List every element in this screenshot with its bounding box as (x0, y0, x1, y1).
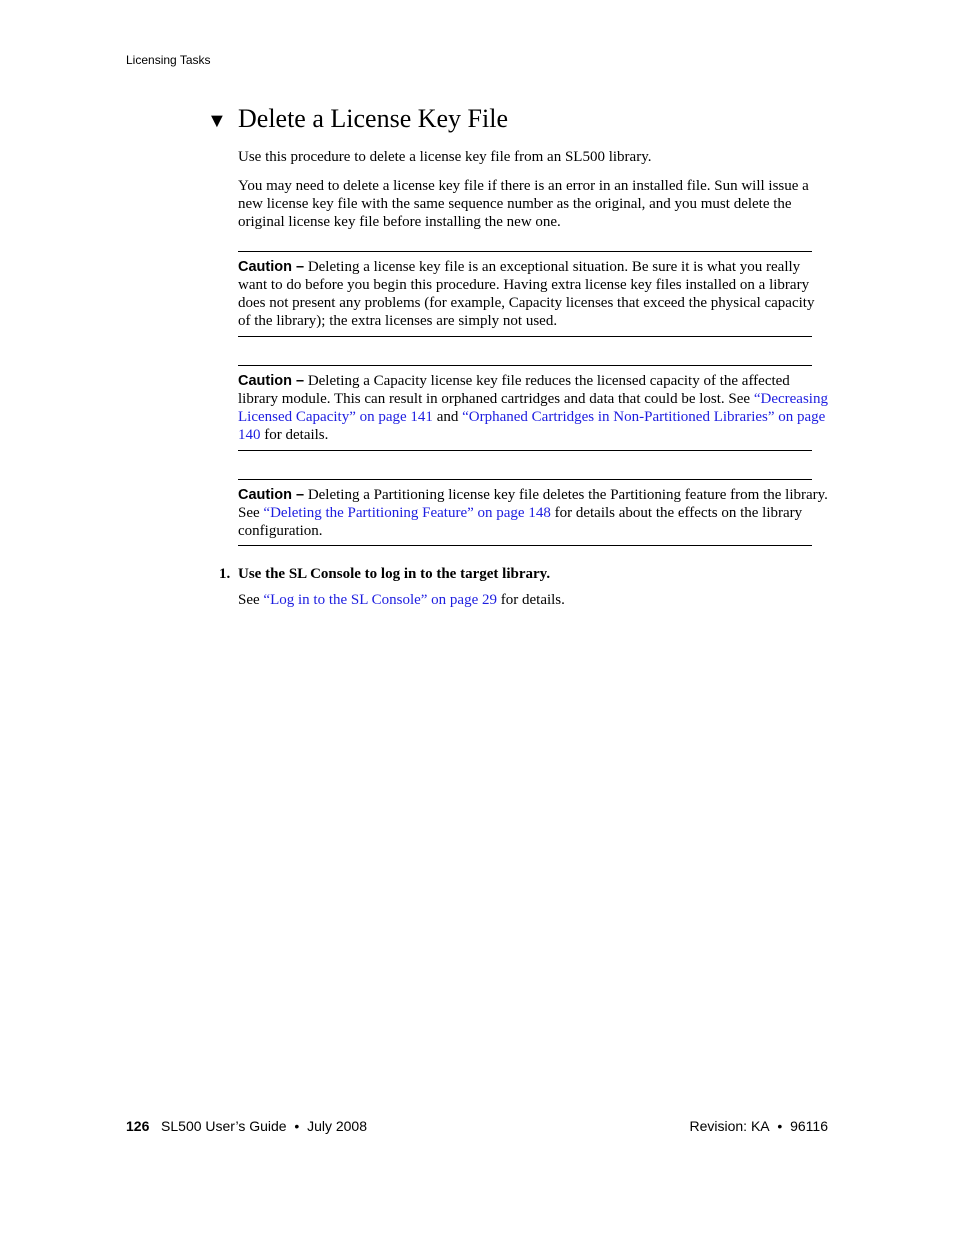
body-paragraph: You may need to delete a license key file if there is an error in an installed file. Sun will issue a new license key file with the same sequence number as the original, and you must delete the original license key file before installing the new one. (238, 178, 809, 230)
procedure-heading (207, 104, 508, 134)
triangle-down-icon: ▼ (207, 110, 227, 132)
step-number: 1. (219, 566, 231, 582)
page-title: Delete a License Key File (238, 104, 508, 133)
caution-label: Caution – (238, 487, 305, 503)
link-decreasing-licensed-capacity[interactable]: “Decreasing Licensed Capacity” on page 141 (238, 391, 828, 425)
revision: Revision: KA (689, 1118, 770, 1134)
caution-box (238, 365, 828, 451)
running-header: Licensing Tasks (126, 53, 211, 67)
step-text: Use the SL Console to log in to the target library. (238, 566, 551, 582)
caution-label: Caution – (238, 373, 305, 389)
link-orphaned-cartridges[interactable]: “Orphaned Cartridges in Non-Partitioned Libraries” on page 140 (238, 409, 826, 443)
step-detail: See “Log in to the SL Console” on page 29 for details. (238, 592, 565, 608)
footer-right (689, 1118, 828, 1134)
doc-title: SL500 User’s Guide (161, 1118, 287, 1134)
part-number: 96116 (790, 1118, 828, 1134)
link-log-in-sl-console[interactable]: “Log in to the SL Console” on page 29 (263, 592, 497, 608)
caution-box (238, 479, 828, 546)
caution-label: Caution – (238, 259, 305, 275)
intro-paragraph: Use this procedure to delete a license key file from an SL500 library. (238, 149, 652, 165)
doc-date: July 2008 (307, 1118, 367, 1134)
caution-box (238, 251, 815, 337)
bullet-separator: • (777, 1118, 783, 1134)
footer-left (126, 1118, 367, 1134)
step-1 (219, 566, 550, 583)
page-number: 126 (126, 1118, 150, 1134)
caution-text: Caution – Deleting a Capacity license key file reduces the licensed capacity of the affected library module. This can result in orphaned cartridges and data that could be lost. See “Decreasing Licensed Capacity” on page 141 and “Orphaned Cartridges in Non-Partitioned Libraries” on page 140 for details. (238, 373, 828, 443)
caution-text: Caution – Deleting a Partitioning license key file deletes the Partitioning feature from the library. See “Deleting the Partitioning Feature” on page 148 for details about the effects on the library configuration. (238, 487, 828, 539)
link-deleting-partitioning-feature[interactable]: “Deleting the Partitioning Feature” on page 148 (263, 505, 551, 521)
caution-text: Caution – Deleting a license key file is an exceptional situation. Be sure it is what you really want to do before you begin this procedure. Having extra license key files installed on a library does not present any problems (for example, Capacity licenses that exceed the physical capacity of the library); the extra licenses are simply not used. (238, 259, 815, 329)
bullet-separator: • (294, 1118, 300, 1134)
